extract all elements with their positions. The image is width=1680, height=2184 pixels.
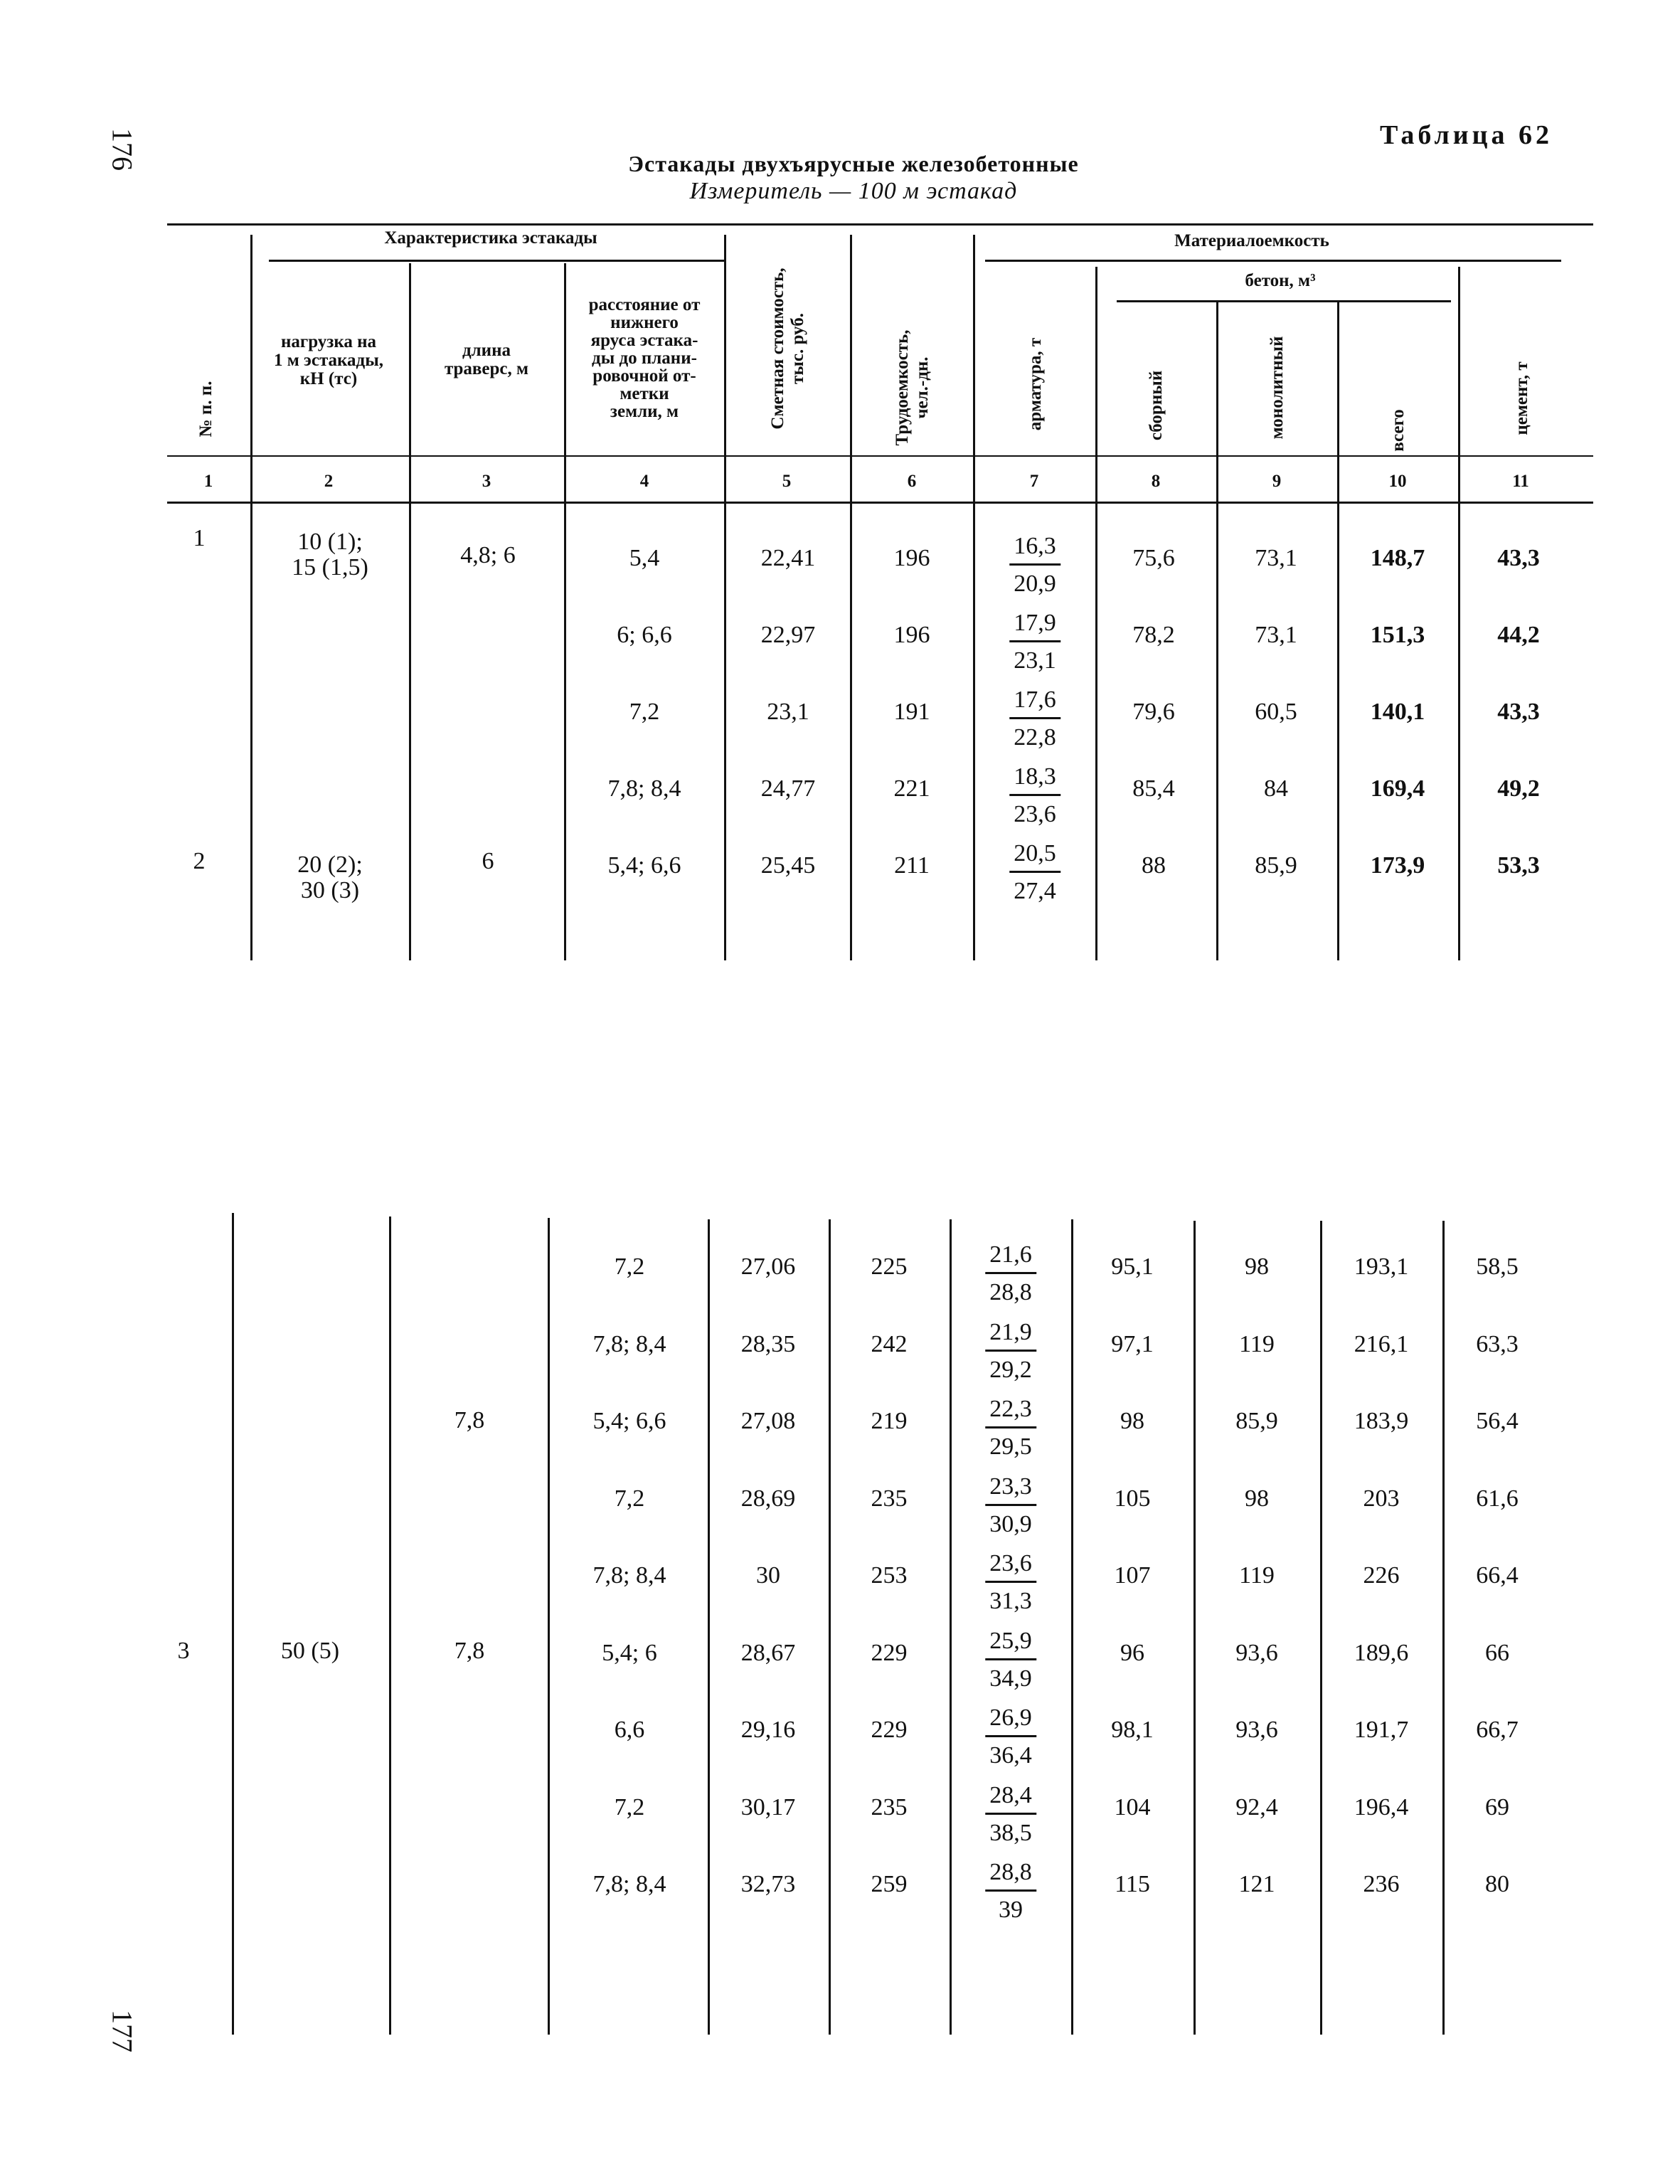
armature-fraction bbox=[985, 1781, 1036, 1848]
distance-value: 7,8; 8,4 bbox=[592, 1871, 666, 1897]
row-number: 2 bbox=[193, 848, 206, 874]
armature-fraction bbox=[1009, 763, 1060, 829]
monolithic-value: 92,4 bbox=[1235, 1793, 1278, 1820]
col-number: 2 bbox=[324, 472, 334, 491]
total-value: 216,1 bbox=[1354, 1330, 1409, 1357]
precast-value: 78,2 bbox=[1132, 622, 1175, 648]
cost-value: 30 bbox=[756, 1562, 780, 1589]
armature-fraction bbox=[1009, 532, 1060, 598]
cement-value: 66,4 bbox=[1476, 1562, 1519, 1589]
total-value: 193,1 bbox=[1354, 1253, 1409, 1280]
precast-value: 98 bbox=[1120, 1408, 1144, 1434]
armature-bottom-value: 34,9 bbox=[989, 1665, 1032, 1692]
length-value: 7,8 bbox=[454, 1407, 485, 1433]
armature-bottom-value: 38,5 bbox=[989, 1819, 1032, 1846]
armature-fraction bbox=[985, 1704, 1036, 1770]
monolithic-value: 84 bbox=[1264, 775, 1288, 802]
cement-value: 80 bbox=[1485, 1871, 1509, 1897]
monolithic-value: 121 bbox=[1238, 1871, 1275, 1897]
armature-top-value: 20,5 bbox=[1009, 839, 1060, 873]
armature-bottom-value: 31,3 bbox=[989, 1588, 1032, 1614]
precast-value: 85,4 bbox=[1132, 775, 1175, 802]
row-number: 1 bbox=[193, 525, 206, 551]
labor-value: 196 bbox=[893, 622, 930, 648]
precast-value: 95,1 bbox=[1111, 1253, 1154, 1280]
labor-value: 259 bbox=[871, 1871, 908, 1897]
labor-value: 225 bbox=[871, 1253, 908, 1280]
armature-top-value: 22,3 bbox=[985, 1395, 1036, 1428]
total-value: 191,7 bbox=[1354, 1717, 1409, 1743]
armature-fraction bbox=[985, 1627, 1036, 1693]
table-title: Эстакады двухъярусные железобетонные bbox=[628, 151, 1079, 176]
total-value: 173,9 bbox=[1370, 852, 1425, 879]
armature-fraction bbox=[985, 1241, 1036, 1307]
armature-fraction bbox=[985, 1549, 1036, 1616]
cost-value: 24,77 bbox=[760, 775, 816, 802]
cost-value: 29,16 bbox=[740, 1717, 796, 1743]
cement-value: 66 bbox=[1485, 1639, 1509, 1666]
header-distance: расстояние от нижнего яруса эстака- ды до плани- ровочной от- метки земли, м bbox=[588, 295, 701, 421]
armature-top-value: 18,3 bbox=[1009, 763, 1060, 796]
labor-value: 221 bbox=[893, 775, 930, 802]
total-value: 226 bbox=[1363, 1562, 1400, 1589]
total-value: 196,4 bbox=[1354, 1793, 1409, 1820]
precast-value: 115 bbox=[1115, 1871, 1150, 1897]
monolithic-value: 119 bbox=[1239, 1330, 1275, 1357]
armature-bottom-value: 20,9 bbox=[1014, 571, 1056, 597]
labor-value: 229 bbox=[871, 1717, 908, 1743]
distance-value: 7,2 bbox=[614, 1253, 645, 1280]
armature-top-value: 17,9 bbox=[1009, 609, 1060, 642]
armature-top-value: 21,9 bbox=[985, 1318, 1036, 1352]
armature-bottom-value: 22,8 bbox=[1014, 724, 1056, 751]
length-value: 4,8; 6 bbox=[460, 542, 516, 568]
labor-value: 253 bbox=[871, 1562, 908, 1589]
distance-value: 5,4 bbox=[629, 545, 660, 571]
header-no: № п. п. bbox=[196, 381, 216, 438]
armature-bottom-value: 28,8 bbox=[989, 1279, 1032, 1305]
cost-value: 28,69 bbox=[740, 1485, 796, 1512]
armature-bottom-value: 23,6 bbox=[1014, 801, 1056, 827]
distance-value: 5,4; 6,6 bbox=[592, 1408, 666, 1434]
cost-value: 32,73 bbox=[740, 1871, 796, 1897]
cement-value: 66,7 bbox=[1476, 1717, 1519, 1743]
armature-fraction bbox=[1009, 609, 1060, 675]
precast-value: 97,1 bbox=[1111, 1330, 1154, 1357]
length-value: 7,8 bbox=[454, 1638, 485, 1664]
armature-top-value: 23,3 bbox=[985, 1473, 1036, 1506]
armature-top-value: 26,9 bbox=[985, 1704, 1036, 1737]
cost-value: 22,41 bbox=[760, 545, 816, 571]
table-label: Таблица 62 bbox=[1380, 120, 1553, 150]
header-precast: сборный bbox=[1147, 370, 1166, 441]
armature-fraction bbox=[1009, 839, 1060, 906]
distance-value: 7,8; 8,4 bbox=[607, 775, 681, 802]
monolithic-value: 93,6 bbox=[1235, 1639, 1278, 1666]
armature-top-value: 28,4 bbox=[985, 1781, 1036, 1815]
labor-value: 242 bbox=[871, 1330, 908, 1357]
distance-value: 6,6 bbox=[614, 1717, 645, 1743]
cement-value: 43,3 bbox=[1497, 699, 1540, 725]
precast-value: 75,6 bbox=[1132, 545, 1175, 571]
armature-top-value: 16,3 bbox=[1009, 532, 1060, 566]
col-number: 3 bbox=[482, 472, 491, 491]
cost-value: 28,67 bbox=[740, 1639, 796, 1666]
distance-value: 7,8; 8,4 bbox=[592, 1330, 666, 1357]
armature-top-value: 25,9 bbox=[985, 1627, 1036, 1660]
page-number-bottom: 177 bbox=[106, 2010, 139, 2052]
armature-bottom-value: 29,2 bbox=[989, 1356, 1032, 1383]
monolithic-value: 119 bbox=[1239, 1562, 1275, 1589]
monolithic-value: 98 bbox=[1245, 1485, 1269, 1512]
cost-value: 30,17 bbox=[740, 1793, 796, 1820]
armature-bottom-value: 30,9 bbox=[989, 1510, 1032, 1537]
cost-value: 23,1 bbox=[767, 699, 809, 725]
col-number: 9 bbox=[1272, 472, 1282, 491]
load-value: 50 (5) bbox=[280, 1638, 340, 1664]
distance-value: 5,4; 6 bbox=[602, 1639, 657, 1666]
col-number: 11 bbox=[1512, 472, 1529, 491]
header-cement: цемент, т bbox=[1512, 361, 1531, 435]
cost-value: 28,35 bbox=[740, 1330, 796, 1357]
monolithic-value: 98 bbox=[1245, 1253, 1269, 1280]
monolithic-value: 85,9 bbox=[1235, 1408, 1278, 1434]
labor-value: 235 bbox=[871, 1485, 908, 1512]
armature-top-value: 28,8 bbox=[985, 1858, 1036, 1892]
cost-value: 27,08 bbox=[740, 1408, 796, 1434]
total-value: 203 bbox=[1363, 1485, 1400, 1512]
cement-value: 44,2 bbox=[1497, 622, 1540, 648]
total-value: 169,4 bbox=[1370, 775, 1425, 802]
armature-bottom-value: 39 bbox=[999, 1897, 1023, 1923]
monolithic-value: 73,1 bbox=[1255, 545, 1297, 571]
cement-value: 53,3 bbox=[1497, 852, 1540, 879]
header-armature: арматура, т bbox=[1026, 337, 1045, 431]
labor-value: 229 bbox=[871, 1639, 908, 1666]
precast-value: 104 bbox=[1114, 1793, 1151, 1820]
armature-bottom-value: 23,1 bbox=[1014, 647, 1056, 674]
load-value: 20 (2); 30 (3) bbox=[297, 852, 363, 903]
cement-value: 58,5 bbox=[1476, 1253, 1519, 1280]
total-value: 183,9 bbox=[1354, 1408, 1409, 1434]
precast-value: 107 bbox=[1114, 1562, 1151, 1589]
cement-value: 49,2 bbox=[1497, 775, 1540, 802]
armature-fraction bbox=[985, 1473, 1036, 1539]
cement-value: 69 bbox=[1485, 1793, 1509, 1820]
distance-value: 5,4; 6,6 bbox=[607, 852, 681, 879]
cement-value: 43,3 bbox=[1497, 545, 1540, 571]
monolithic-value: 73,1 bbox=[1255, 622, 1297, 648]
total-value: 189,6 bbox=[1354, 1639, 1409, 1666]
armature-bottom-value: 29,5 bbox=[989, 1433, 1032, 1460]
armature-fraction bbox=[985, 1318, 1036, 1384]
header-cost: Сметная стоимость, тыс. руб. bbox=[768, 267, 807, 430]
col-number: 4 bbox=[639, 472, 649, 491]
precast-value: 96 bbox=[1120, 1639, 1144, 1666]
col-number: 8 bbox=[1151, 472, 1161, 491]
cement-value: 63,3 bbox=[1476, 1330, 1519, 1357]
armature-fraction bbox=[985, 1395, 1036, 1461]
precast-value: 98,1 bbox=[1111, 1717, 1154, 1743]
precast-value: 88 bbox=[1142, 852, 1166, 879]
armature-bottom-value: 27,4 bbox=[1014, 878, 1056, 904]
distance-value: 7,2 bbox=[629, 699, 660, 725]
distance-value: 6; 6,6 bbox=[617, 622, 672, 648]
col-number: 10 bbox=[1388, 472, 1407, 491]
header-group-materials: Материалоемкость bbox=[1174, 231, 1329, 250]
col-number: 1 bbox=[203, 472, 213, 491]
col-number: 6 bbox=[907, 472, 917, 491]
labor-value: 196 bbox=[893, 545, 930, 571]
table-subtitle: Измеритель — 100 м эстакад bbox=[689, 178, 1018, 204]
armature-bottom-value: 36,4 bbox=[989, 1742, 1032, 1769]
row-number: 3 bbox=[177, 1638, 190, 1664]
load-value: 10 (1); 15 (1,5) bbox=[292, 529, 368, 581]
header-load: нагрузка на 1 м эстакады, кН (тс) bbox=[274, 332, 383, 388]
total-value: 148,7 bbox=[1370, 545, 1425, 571]
header-labor: Трудоемкость, чел.-дн. bbox=[893, 329, 932, 446]
cost-value: 22,97 bbox=[760, 622, 816, 648]
header-length: длина траверс, м bbox=[444, 341, 529, 378]
monolithic-value: 85,9 bbox=[1255, 852, 1297, 879]
labor-value: 191 bbox=[893, 699, 930, 725]
armature-fraction bbox=[1009, 686, 1060, 752]
precast-value: 79,6 bbox=[1132, 699, 1175, 725]
distance-value: 7,2 bbox=[614, 1793, 645, 1820]
monolithic-value: 93,6 bbox=[1235, 1717, 1278, 1743]
header-group-concrete: бетон, м³ bbox=[1245, 271, 1316, 290]
armature-top-value: 17,6 bbox=[1009, 686, 1060, 719]
total-value: 151,3 bbox=[1370, 622, 1425, 648]
header-monolithic: монолитный bbox=[1267, 336, 1287, 440]
total-value: 236 bbox=[1363, 1871, 1400, 1897]
labor-value: 219 bbox=[871, 1408, 908, 1434]
armature-fraction bbox=[985, 1858, 1036, 1924]
total-value: 140,1 bbox=[1370, 699, 1425, 725]
cost-value: 27,06 bbox=[740, 1253, 796, 1280]
armature-top-value: 21,6 bbox=[985, 1241, 1036, 1274]
length-value: 6 bbox=[482, 848, 494, 874]
header-total: всего bbox=[1388, 409, 1408, 452]
header-group-characteristics: Характеристика эстакады bbox=[384, 228, 597, 248]
cement-value: 56,4 bbox=[1476, 1408, 1519, 1434]
monolithic-value: 60,5 bbox=[1255, 699, 1297, 725]
distance-value: 7,2 bbox=[614, 1485, 645, 1512]
armature-top-value: 23,6 bbox=[985, 1549, 1036, 1583]
cost-value: 25,45 bbox=[760, 852, 816, 879]
cement-value: 61,6 bbox=[1476, 1485, 1519, 1512]
distance-value: 7,8; 8,4 bbox=[592, 1562, 666, 1589]
precast-value: 105 bbox=[1114, 1485, 1151, 1512]
col-number: 5 bbox=[782, 472, 792, 491]
page-number-top: 176 bbox=[106, 128, 139, 171]
labor-value: 235 bbox=[871, 1793, 908, 1820]
labor-value: 211 bbox=[894, 852, 930, 879]
col-number: 7 bbox=[1029, 472, 1039, 491]
